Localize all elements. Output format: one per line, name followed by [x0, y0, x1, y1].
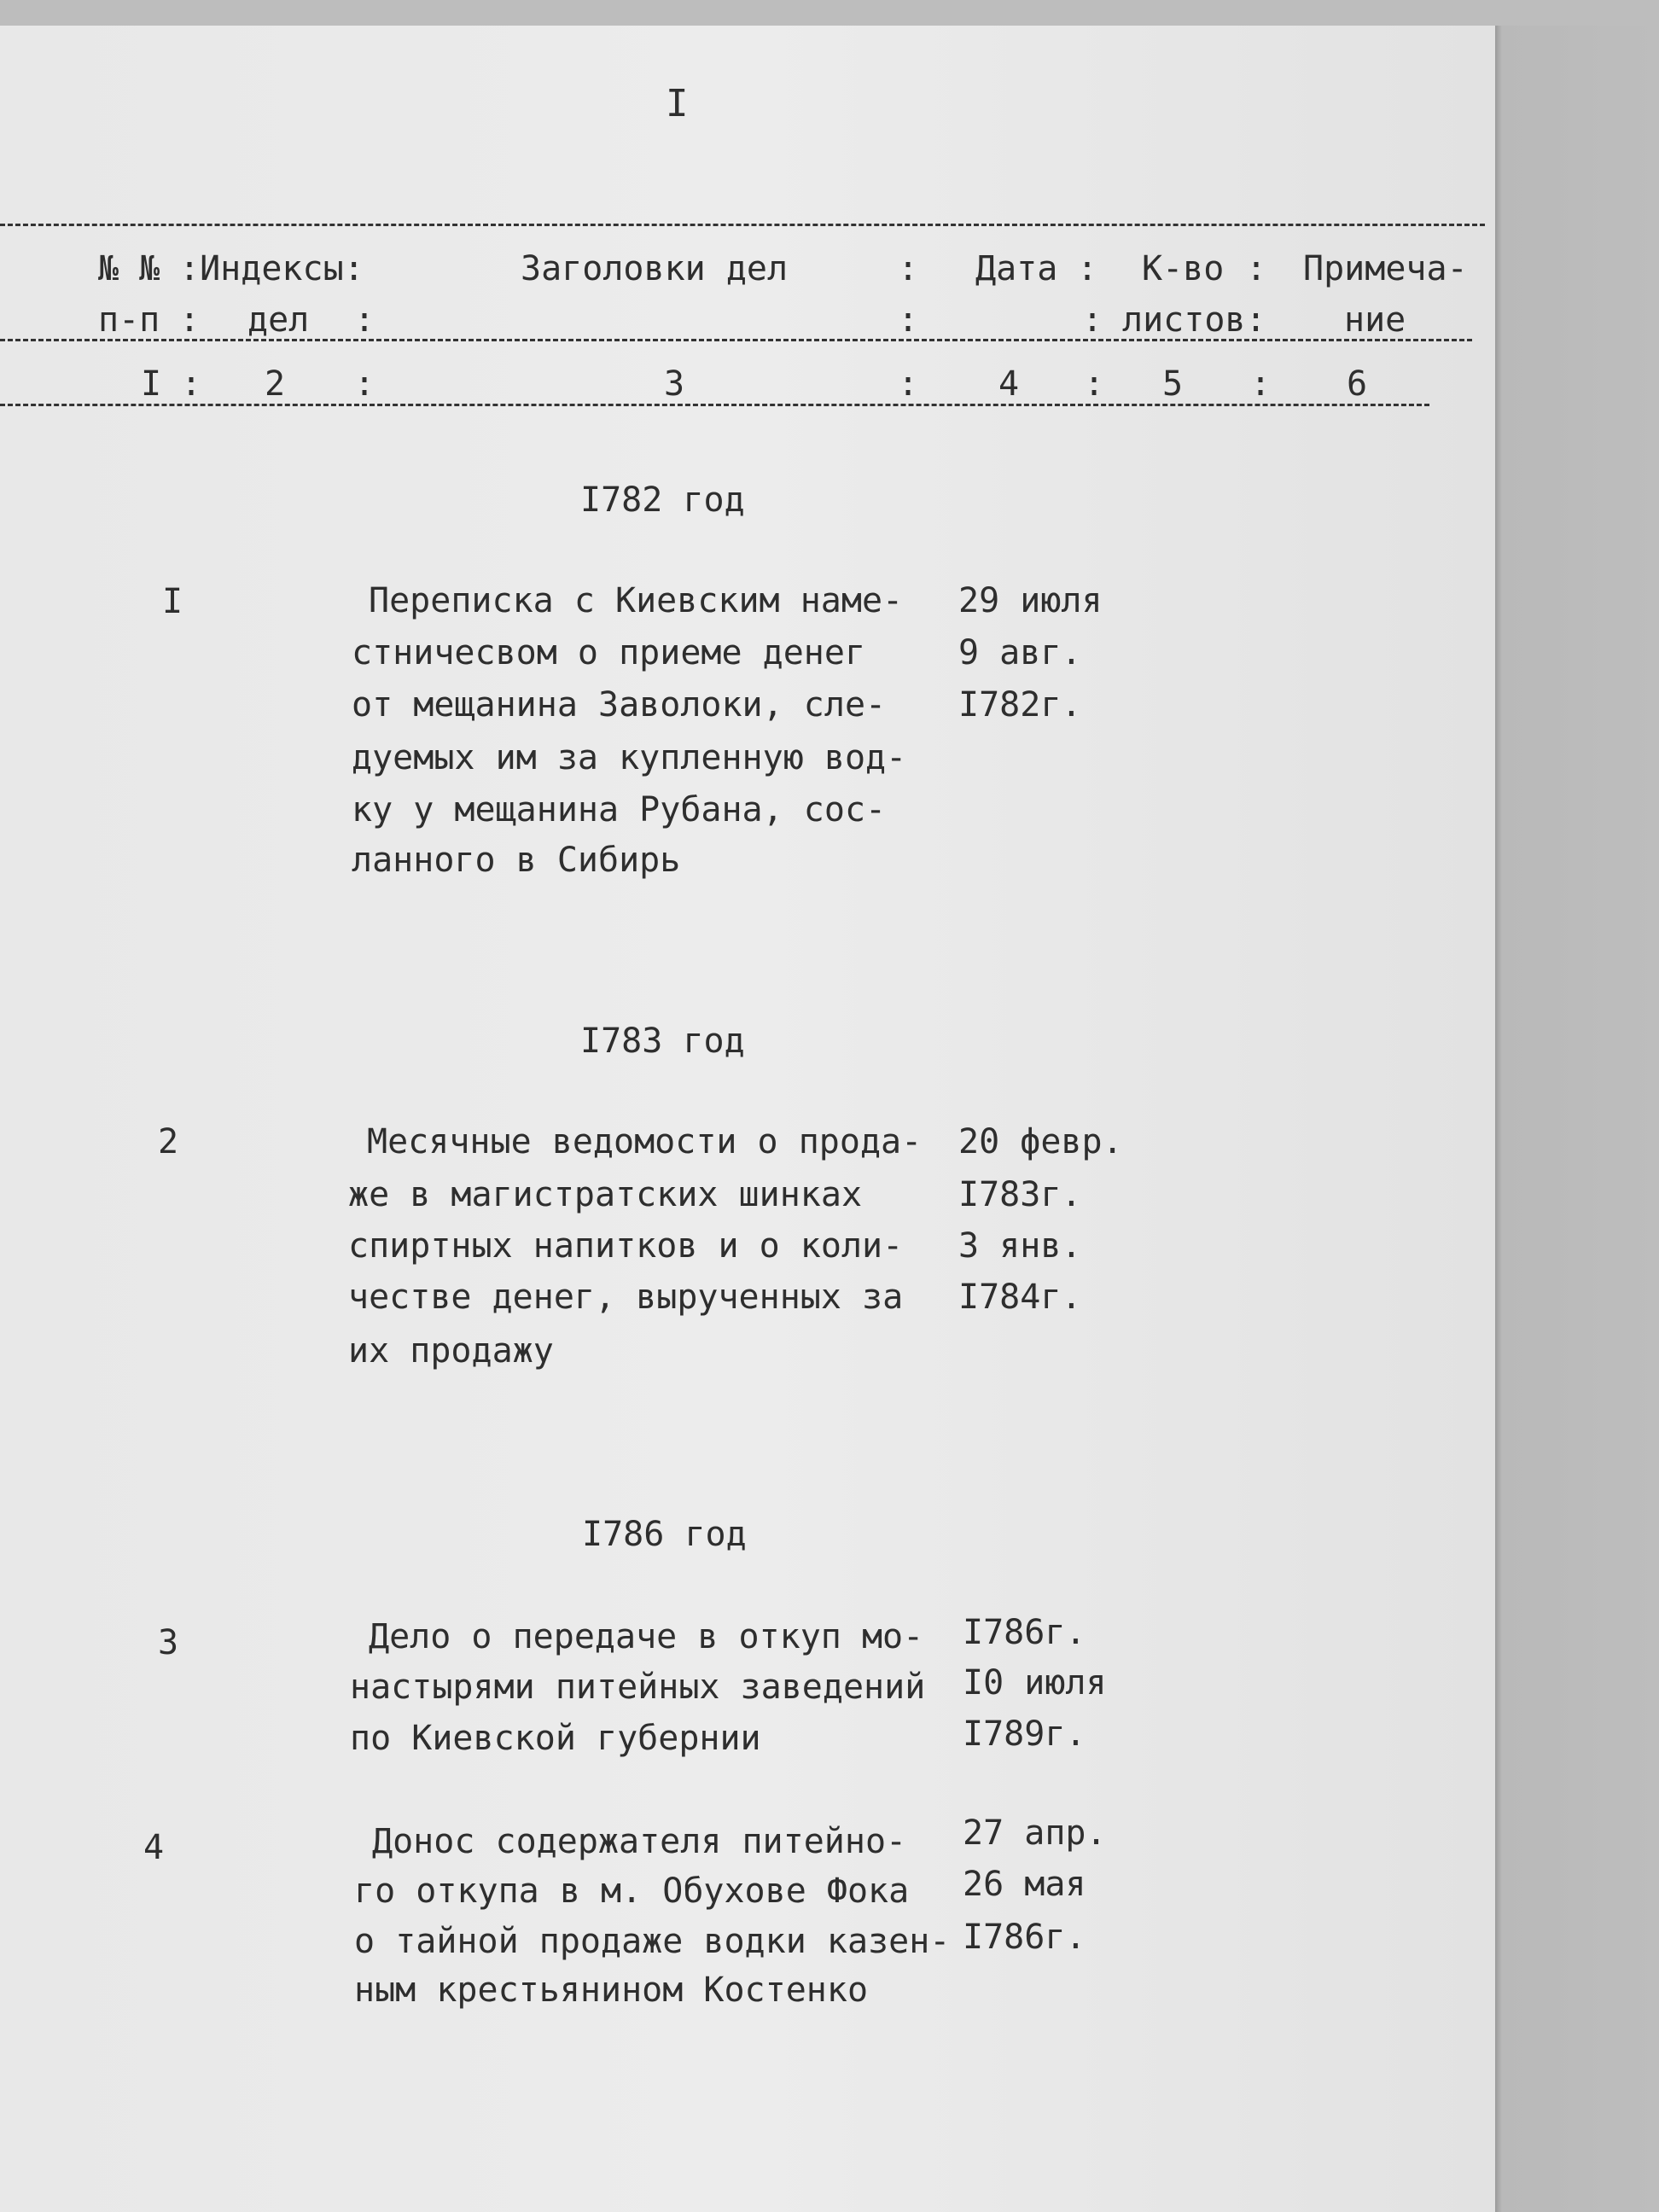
entry-title-line: от мещанина Заволоки, сле-	[352, 685, 887, 725]
entry-title-line: Месячные ведомости о прода-	[367, 1122, 923, 1161]
year-heading: I782 год	[580, 480, 745, 520]
header-col-number: № №	[98, 249, 160, 288]
entry-date-line: I789г.	[963, 1714, 1086, 1754]
entry-date-line: 29 июля	[958, 581, 1103, 620]
entry-title-line: ным крестьянином Костенко	[354, 1970, 869, 2010]
header-col-date: Дата	[975, 249, 1058, 288]
entry-date-line: I782г.	[958, 685, 1082, 725]
entry-date-line: I786г.	[963, 1918, 1086, 1957]
header-separator: :	[354, 300, 375, 340]
entry-title-line: ланного в Сибирь	[352, 841, 681, 880]
header-top-rule	[0, 224, 1485, 226]
column-number: 2	[265, 364, 286, 404]
header-separator: :	[179, 300, 201, 340]
column-number: 6	[1347, 364, 1368, 404]
entry-date-line: I0 июля	[963, 1663, 1107, 1703]
header-col-title: Заголовки дел	[521, 249, 789, 288]
header-col-index: :Индексы:	[179, 249, 364, 288]
entry-title-line: дуемых им за купленную вод-	[352, 738, 907, 777]
entry-number: 4	[143, 1828, 165, 1867]
entry-title-line: спиртных напитков и о коли-	[348, 1226, 904, 1266]
header-separator: :	[898, 300, 919, 340]
header-separator: :	[1084, 364, 1105, 404]
entry-title-line: го откупа в м. Обухове Фока	[354, 1871, 910, 1911]
entry-date-line: I784г.	[958, 1278, 1082, 1317]
header-col-index-sub: дел	[247, 300, 310, 340]
entry-number: 2	[158, 1122, 179, 1161]
header-separator: :	[1077, 249, 1098, 288]
header-separator: :	[181, 364, 202, 404]
column-number: I	[141, 364, 162, 404]
page-number: I	[666, 82, 689, 125]
header-separator: :	[1082, 300, 1103, 340]
entry-title-line: Дело о передаче в откуп мо-	[369, 1617, 924, 1656]
header-col-notes-sub: ние	[1344, 300, 1406, 340]
entry-title-line: настырями питейных заведений	[350, 1668, 926, 1707]
header-bottom-rule	[0, 404, 1429, 406]
entry-date-line: I786г.	[963, 1613, 1086, 1652]
entry-title-line: честве денег, вырученных за	[348, 1278, 904, 1317]
year-heading: I786 год	[582, 1515, 747, 1554]
header-col-sheets: К-во	[1142, 249, 1225, 288]
column-number: 5	[1162, 364, 1184, 404]
header-col-notes: Примеча-	[1303, 249, 1468, 288]
entry-title-line: Переписка с Киевским наме-	[369, 581, 904, 620]
header-col-sheets-sub: листов:	[1122, 300, 1266, 340]
entry-number: 3	[158, 1623, 179, 1662]
entry-title-line: по Киевской губернии	[350, 1719, 761, 1758]
header-separator: :	[1246, 249, 1267, 288]
year-heading: I783 год	[580, 1022, 745, 1061]
column-number: 3	[664, 364, 685, 404]
entry-date-line: 27 апр.	[963, 1813, 1107, 1853]
entry-title-line: же в магистратских шинках	[348, 1175, 863, 1214]
header-col-number-sub: п-п	[98, 300, 160, 340]
entry-date-line: 26 мая	[963, 1865, 1086, 1904]
header-separator: :	[1250, 364, 1272, 404]
header-separator: :	[898, 364, 919, 404]
entry-title-line: ку у мещанина Рубана, сос-	[352, 790, 887, 830]
header-separator: :	[354, 364, 375, 404]
entry-date-line: 9 авг.	[958, 633, 1082, 672]
entry-title-line: стничесвом о приеме денег	[352, 633, 866, 672]
entry-title-line: Донос содержателя питейно-	[372, 1822, 907, 1861]
header-separator: :	[898, 249, 919, 288]
entry-number: I	[162, 582, 183, 621]
page-edge-shadow	[1495, 26, 1659, 2212]
entry-title-line: о тайной продаже водки казен-	[354, 1922, 951, 1961]
entry-date-line: I783г.	[958, 1175, 1082, 1214]
entry-title-line: их продажу	[348, 1331, 554, 1371]
entry-date-line: 3 янв.	[958, 1226, 1082, 1266]
entry-date-line: 20 февр.	[958, 1122, 1123, 1161]
column-number: 4	[998, 364, 1020, 404]
